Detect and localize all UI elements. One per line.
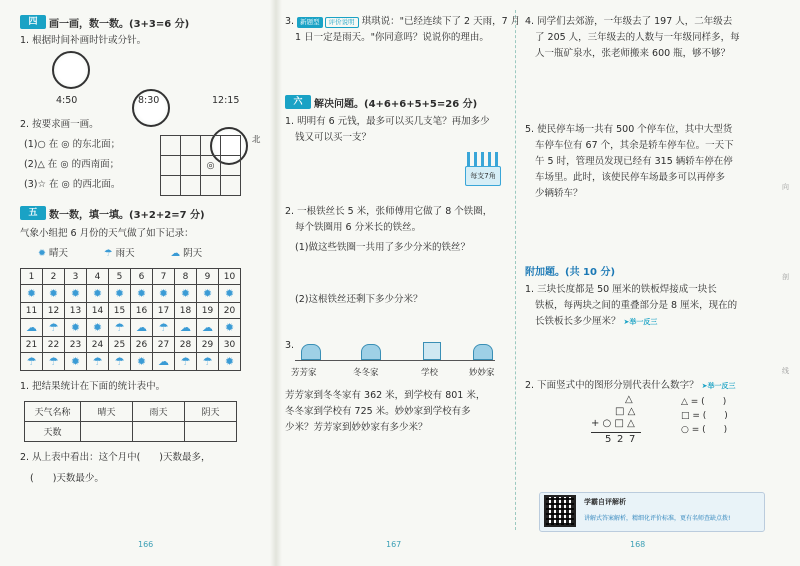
- question-text: 1. 根据时间补画时针或分针。: [20, 35, 147, 46]
- day-number: 8: [175, 269, 197, 285]
- day-number: 28: [175, 337, 197, 353]
- question-text: 2. 一根铁丝长 5 米，张师傅用它做了 8 个铁圈，: [285, 206, 493, 217]
- page-167: 3. 新题型 评价说明 琪琪说："已经连续下了 2 天雨，7 月 1 日一定是雨天。"你同意吗？说说你的理由。 六 解决问题。(4+6+6+5+5=26 分) 1. 明明有 6 元钱，最多可以买几支笔？再加多少 钱又可以买一支？ 每支7角 2. 一根铁丝长 5 米，张师傅用它做了 8 个铁圈， 每个铁圈用 6 分米长的铁丝。 (1)做这些铁圈一共用了多少分米的铁丝？ (2)这根铁丝还剩下多少分米？ 3. 芳芳家 冬冬家 学校 妙妙家 芳芳家到冬冬家有 362 米，到学校有 801 米， 冬冬家到学校有 725 米。妙妙家到学校有多 少米？芳芳家到妙妙家有多少米？: [285, 14, 510, 436]
- house-icon: [361, 344, 381, 360]
- section-badge: 六: [285, 95, 311, 109]
- pen-cup-icon: [463, 152, 503, 186]
- question-text: 1. 三块长度都是 50 厘米的铁板焊接成一块长: [525, 284, 717, 295]
- day-number: 10: [219, 269, 241, 285]
- intro-text: 气象小组把 6 月份的天气做了如下记录：: [20, 228, 194, 239]
- answer-cell[interactable]: [185, 422, 237, 442]
- day-number: 26: [131, 337, 153, 353]
- question-text: ( )天数最少。: [30, 473, 104, 484]
- day-number: 17: [153, 303, 175, 319]
- column-divider: [515, 10, 516, 530]
- cloud-icon: ☁: [170, 248, 181, 259]
- rain-icon: ☂: [109, 353, 131, 371]
- sun-icon: ✹: [38, 248, 46, 259]
- sun-icon: ✹: [219, 353, 241, 371]
- practice-tag[interactable]: ➤举一反三: [623, 318, 658, 326]
- sun-icon: ✹: [153, 285, 175, 303]
- sun-icon: ✹: [175, 285, 197, 303]
- new-type-tag: 新题型: [297, 17, 323, 28]
- rain-icon: ☂: [175, 353, 197, 371]
- page-number: 168: [630, 540, 646, 549]
- day-number: 25: [109, 337, 131, 353]
- workbook-spread: 四 画一画，数一数。(3+3=6 分) 1. 根据时间补画时针或分针。 4:50 8:30 12:15 2. 按要求画一画。 (1)○ 在 ◎ 的东北面； (2)△ 在 ◎ 的西南面； (3)☆ 在 ◎ 的西北面。 ◎ 北 五 数一数，填一填。(3+2+2=7 分) 气象小组把 6 月份的天气做了如下记录： ✹ 晴天 ☂ 雨天 ☁ 阴天 1 2 3 4 5 6 7 8 9 10 ✹ ✹ ✹ ✹ ✹ ✹ ✹ ✹ ✹ ✹ 11 12 13 14 15 16 17 18 19 20 ☁ ☂ ✹ ✹ ☂ ☁ ☂ ☁ ☁ ✹ 21 22 23 24 25 26 27 28 29 30 ☂ ☂ ✹ ☂ ☂ ✹ ☁ ☂ ☂ ✹ 1. 把结果统计在下面的统计表中。 天气名称 晴天 雨天 阴天 天数 2. 从上表中看出：这个月中( )天数最多， ( )天数最少。 166 3. 新题型 评价说明 琪琪说："已经连续下了 2 天雨，7 月 1 日一定是雨天。"你同意吗？说说你的理由。 六 解决问题。(4+6+6+5+5=26 分) 1. 明明有 6 元钱，最多可以买几支笔？再加多少 钱又可以买一支？ 每支7角 2. 一根铁丝长 5 米，张师傅用它做了 8 个铁圈， 每个铁圈用 6 分米长的铁丝。 (1)做这些铁圈一共用了多少分米的铁丝？ (2)这根铁丝还剩下多少分米？ 3. 芳芳家 冬冬家 学校 妙妙家 芳芳家到冬冬家有 362 米，到学校有 801 米， 冬冬家到学校有 725 米。妙妙家到学校有多 少米？芳芳家到妙妙家有多少米？ 167 4. 同学们去郊游，一年级去了 197 人，二年级去 了 205 人，三年级去的人数与一年级同样多，每 人一瓶矿泉水，张老师搬来 600 瓶，够不够？ 5. 使民停车场一共有 500 个停车位，其中大型货 车停车位有 67 个，其余是轿车停车位。一天下 午 5 时，管理员发现已经有 315 辆轿车停在停 车场里。此时，该使民停车场最多可以再停多 少辆轿车？ 附加题。(共 10 分) 1. 三块长度都是 50 厘米的铁板焊接成一块长 铁板，每两块之间的重叠部分是 8 厘米，现在的 长铁板长多少厘米？ ➤举一反三 2. 下面竖式中的图形分别代表什么数字？ ➤举一反三 △ □ △ + ○ □ △ 5 2 7 △ = ( ) □ = ( ) ○ = ( ) 学霸自评解析 讲解式答案解析，精细化评价标准，更有名师查缺点拨! 168 向 剖 线: [0, 0, 800, 566]
- banner-text: 讲解式答案解析，精细化评价标准，更有名师查缺点拨!: [584, 515, 731, 522]
- question-text: 1. 明明有 6 元钱，最多可以买几支笔？再加多少: [285, 116, 490, 127]
- question-text: 每个铁圈用 6 分米长的铁丝。: [295, 222, 422, 233]
- clock-time: 4:50: [56, 95, 78, 106]
- question-text: 长铁板长多少厘米？: [535, 316, 621, 327]
- north-label: 北: [252, 135, 261, 145]
- rain-icon: ☂: [43, 319, 65, 337]
- question-text: 1. 把结果统计在下面的统计表中。: [20, 381, 166, 392]
- rain-icon: ☂: [21, 353, 43, 371]
- question-text: (2)这根铁丝还剩下多少分米？: [295, 294, 423, 305]
- page-number: 167: [386, 540, 402, 549]
- day-number: 5: [109, 269, 131, 285]
- section-title: 数一数，填一填。(3+2+2=7 分): [49, 209, 205, 221]
- sun-icon: ✹: [65, 319, 87, 337]
- day-number: 24: [87, 337, 109, 353]
- rain-icon: ☂: [104, 248, 113, 259]
- day-number: 4: [87, 269, 109, 285]
- section-title: 画一画，数一数。(3+3=6 分): [49, 18, 190, 30]
- direction-grid[interactable]: ◎: [160, 135, 241, 196]
- question-text: 午 5 时，管理员发现已经有 315 辆轿车停在停: [535, 156, 733, 167]
- sun-icon: ✹: [43, 285, 65, 303]
- day-number: 27: [153, 337, 175, 353]
- question-text: 冬冬家到学校有 725 米。妙妙家到学校有多: [285, 406, 471, 417]
- section-badge: 四: [20, 15, 46, 29]
- day-number: 6: [131, 269, 153, 285]
- extra-section-header: 附加题。(共 10 分): [525, 266, 616, 278]
- sun-icon: ✹: [131, 353, 153, 371]
- rain-icon: ☂: [43, 353, 65, 371]
- clock-time: 12:15: [212, 95, 240, 106]
- answer-cell[interactable]: [81, 422, 133, 442]
- question-text: 1 日一定是雨天。"你同意吗？说说你的理由。: [295, 32, 489, 43]
- page-number: 166: [138, 540, 154, 549]
- evaluation-tag[interactable]: 评价说明: [325, 17, 359, 28]
- practice-tag[interactable]: ➤举一反三: [701, 382, 736, 390]
- cloud-icon: ☁: [197, 319, 219, 337]
- day-number: 22: [43, 337, 65, 353]
- rain-icon: ☂: [109, 319, 131, 337]
- section-6-header: [285, 94, 510, 110]
- question-text: 4. 同学们去郊游，一年级去了 197 人，二年级去: [525, 16, 733, 27]
- day-number: 9: [197, 269, 219, 285]
- sun-icon: ✹: [65, 285, 87, 303]
- question-text: 2. 按要求画一画。: [20, 119, 99, 130]
- book-fold: [270, 0, 282, 566]
- question-text: 钱又可以买一支？: [295, 132, 372, 143]
- question-text: 车停车位有 67 个，其余是轿车停车位。一天下: [535, 140, 734, 151]
- question-text: 了 205 人，三年级去的人数与一年级同样多，每: [535, 32, 740, 43]
- day-number: 14: [87, 303, 109, 319]
- question-text: 车场里。此时，该使民停车场最多可以再停多: [535, 172, 726, 183]
- day-number: 30: [219, 337, 241, 353]
- day-number: 19: [197, 303, 219, 319]
- day-number: 29: [197, 337, 219, 353]
- page-166: [20, 14, 270, 487]
- sun-icon: ✹: [131, 285, 153, 303]
- day-number: 20: [219, 303, 241, 319]
- question-text: 2. 从上表中看出：这个月中( )天数最多，: [20, 452, 211, 463]
- day-number: 1: [21, 269, 43, 285]
- cloud-icon: ☁: [175, 319, 197, 337]
- sun-icon: ✹: [65, 353, 87, 371]
- cloud-icon: ☁: [21, 319, 43, 337]
- house-icon: [473, 344, 493, 360]
- question-text: (1)做这些铁圈一共用了多少分米的铁丝？: [295, 242, 470, 253]
- direction-task: (1)○ 在 ◎ 的东北面； (2)△ 在 ◎ 的西南面； (3)☆ 在 ◎ 的西北面。 ◎ 北: [20, 133, 270, 199]
- weather-legend: ✹ 晴天 ☂ 雨天 ☁ 阴天: [38, 248, 203, 259]
- rain-icon: ☂: [153, 319, 175, 337]
- clocks-row: [20, 49, 270, 113]
- day-number: 2: [43, 269, 65, 285]
- day-number: 13: [65, 303, 87, 319]
- sun-icon: ✹: [219, 285, 241, 303]
- day-number: 3: [65, 269, 87, 285]
- question-text: 芳芳家到冬冬家有 362 米，到学校有 801 米，: [285, 390, 486, 401]
- section-5-header: [20, 205, 270, 221]
- house-icon: [301, 344, 321, 360]
- section-4-header: [20, 14, 270, 30]
- rain-icon: ☂: [87, 353, 109, 371]
- question-text: 2. 下面竖式中的图形分别代表什么数字？: [525, 380, 699, 391]
- question-text: 人一瓶矿泉水，张老师搬来 600 瓶，够不够？: [535, 48, 731, 59]
- day-number: 18: [175, 303, 197, 319]
- day-number: 7: [153, 269, 175, 285]
- clock-icon[interactable]: [52, 51, 90, 89]
- sun-icon: ✹: [21, 285, 43, 303]
- cloud-icon: ☁: [153, 353, 175, 371]
- day-number: 16: [131, 303, 153, 319]
- answer-cell[interactable]: [133, 422, 185, 442]
- clock-time: 8:30: [138, 95, 160, 106]
- sun-icon: ✹: [87, 285, 109, 303]
- price-label: 每支7角: [465, 166, 501, 186]
- qr-code-icon[interactable]: [544, 495, 576, 527]
- day-number: 21: [21, 337, 43, 353]
- day-number: 23: [65, 337, 87, 353]
- question-text: 少米？芳芳家到妙妙家有多少米？: [285, 422, 428, 433]
- question-text: 铁板，每两块之间的重叠部分是 8 厘米，现在的: [535, 300, 738, 311]
- self-check-banner[interactable]: [539, 492, 765, 532]
- day-number: 11: [21, 303, 43, 319]
- sun-icon: ✹: [87, 319, 109, 337]
- section-badge: 五: [20, 206, 46, 220]
- section-title: 解决问题。(4+6+6+5+5=26 分): [314, 98, 478, 110]
- sun-icon: ✹: [109, 285, 131, 303]
- question-text: 少辆轿车？: [535, 188, 583, 199]
- cloud-icon: ☁: [131, 319, 153, 337]
- stats-table: 天气名称 晴天 雨天 阴天 天数: [24, 401, 237, 442]
- question-text: 5. 使民停车场一共有 500 个停车位，其中大型货: [525, 124, 733, 135]
- rain-icon: ☂: [197, 353, 219, 371]
- weather-record-table: [20, 268, 241, 371]
- sun-icon: ✹: [197, 285, 219, 303]
- banner-title: 学霸自评解析: [584, 498, 626, 506]
- day-number: 15: [109, 303, 131, 319]
- school-icon: [423, 342, 441, 360]
- page-168: [525, 14, 775, 522]
- route-diagram: 3. 芳芳家 冬冬家 学校 妙妙家: [285, 340, 495, 378]
- vertical-calculation: △ □ △ + ○ □ △ 5 2 7 △ = ( ) □ = ( ) ○ = ( ): [591, 394, 728, 445]
- day-number: 12: [43, 303, 65, 319]
- sun-icon: ✹: [219, 319, 241, 337]
